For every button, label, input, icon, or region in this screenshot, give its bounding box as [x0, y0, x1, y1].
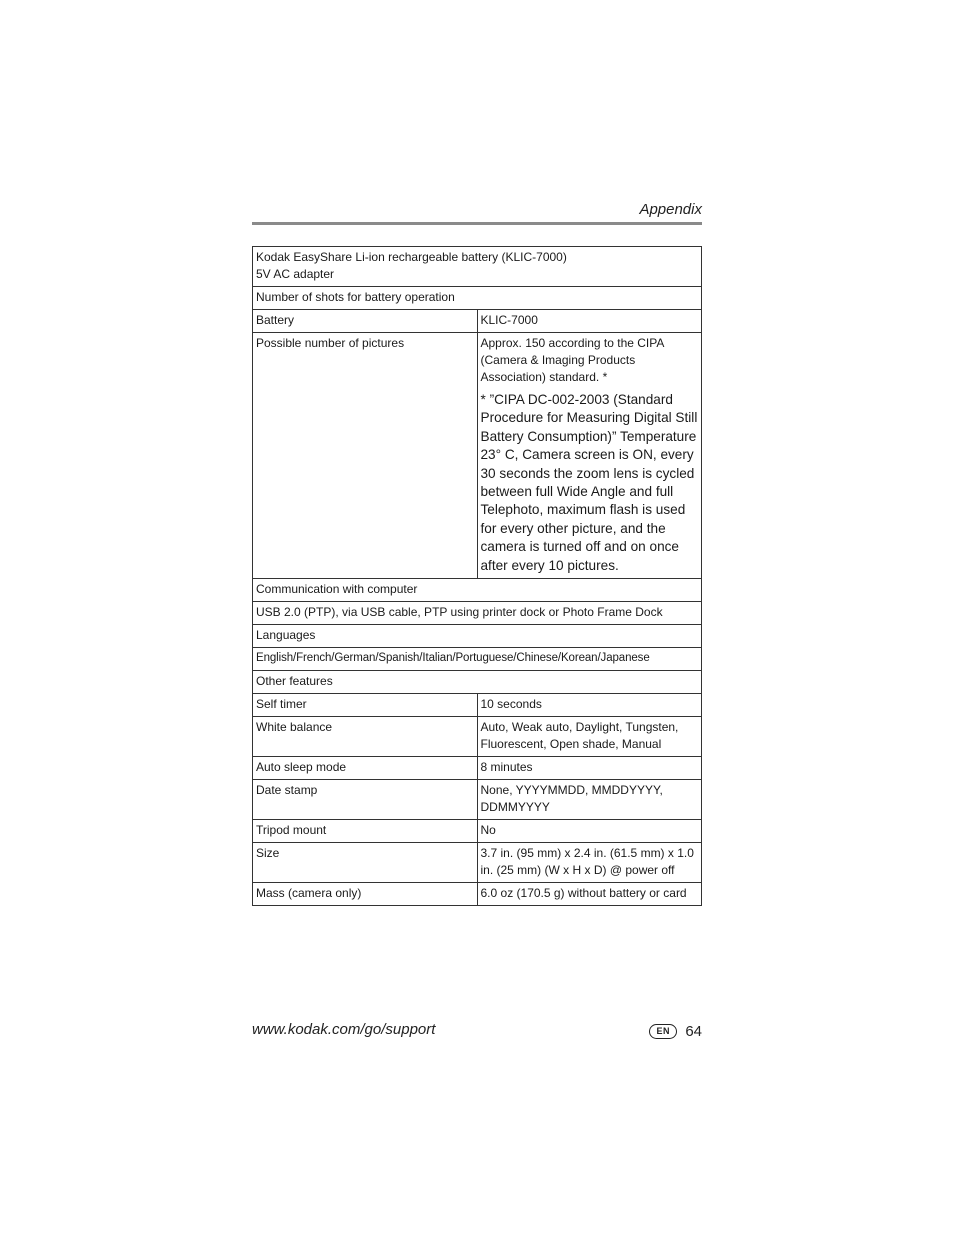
communication-value: USB 2.0 (PTP), via USB cable, PTP using printer dock or Photo Frame Dock	[253, 602, 702, 625]
footer-page-info	[646, 1021, 702, 1041]
page-number: 64	[685, 1022, 702, 1040]
pictures-value: Approx. 150 according to the CIPA (Camera & Imaging Products Association) standard. *	[480, 336, 664, 384]
section-header-communication: Communication with computer	[253, 579, 702, 602]
row-value: None, YYYYMMDD, MMDDYYYY, DDMMYYYY	[477, 780, 702, 820]
table-row	[253, 843, 702, 883]
row-value: No	[477, 820, 702, 843]
table-row	[253, 579, 702, 602]
table-row	[253, 310, 702, 333]
row-label: Possible number of pictures	[253, 333, 478, 579]
table-row	[253, 757, 702, 780]
row-value: 8 minutes	[477, 757, 702, 780]
table-row	[253, 694, 702, 717]
languages-value: English/French/German/Spanish/Italian/Portuguese/Chinese/Korean/Japanese	[253, 648, 702, 671]
row-value: KLIC-7000	[477, 310, 702, 333]
table-row	[253, 625, 702, 648]
section-header-other: Other features	[253, 671, 702, 694]
row-label: Auto sleep mode	[253, 757, 478, 780]
power-line-1: Kodak EasyShare Li-ion rechargeable battery (KLIC-7000)	[256, 250, 567, 264]
power-line-2: 5V AC adapter	[256, 267, 335, 281]
pictures-cell	[477, 333, 702, 579]
table-row	[253, 247, 702, 287]
support-url: www.kodak.com/go/support	[252, 1021, 436, 1038]
table-row	[253, 780, 702, 820]
table-row	[253, 820, 702, 843]
row-label: Date stamp	[253, 780, 478, 820]
table-row	[253, 648, 702, 671]
table-row	[253, 883, 702, 906]
row-value: 3.7 in. (95 mm) x 2.4 in. (61.5 mm) x 1.0 in. (25 mm) (W x H x D) @ power off	[477, 843, 702, 883]
section-header-languages: Languages	[253, 625, 702, 648]
page-header-title: Appendix	[639, 201, 702, 218]
power-cell	[253, 247, 702, 287]
table-row	[253, 671, 702, 694]
row-value: 6.0 oz (170.5 g) without battery or card	[477, 883, 702, 906]
table-row	[253, 717, 702, 757]
row-label: Tripod mount	[253, 820, 478, 843]
section-header-shots: Number of shots for battery operation	[253, 287, 702, 310]
row-value: Auto, Weak auto, Daylight, Tungsten, Fluorescent, Open shade, Manual	[477, 717, 702, 757]
row-label: Mass (camera only)	[253, 883, 478, 906]
language-badge-icon: EN	[649, 1024, 677, 1039]
cipa-footnote: * ”CIPA DC-002-2003 (Standard Procedure for Measuring Digital Still Battery Consumption)” Temperature 23° C, Camera screen is ON, every 30 seconds the zoom lens is cycled between full Wide Angle and full Telephoto, maximum flash is used for every other picture, and the camera is turned off and on once after every 10 pictures.	[480, 392, 698, 573]
row-value: 10 seconds	[477, 694, 702, 717]
table-row	[253, 602, 702, 625]
specifications-table	[252, 246, 702, 906]
row-label: White balance	[253, 717, 478, 757]
table-row	[253, 333, 702, 579]
table-row	[253, 287, 702, 310]
row-label: Self timer	[253, 694, 478, 717]
row-label: Size	[253, 843, 478, 883]
header-rule	[252, 222, 702, 225]
row-label: Battery	[253, 310, 478, 333]
